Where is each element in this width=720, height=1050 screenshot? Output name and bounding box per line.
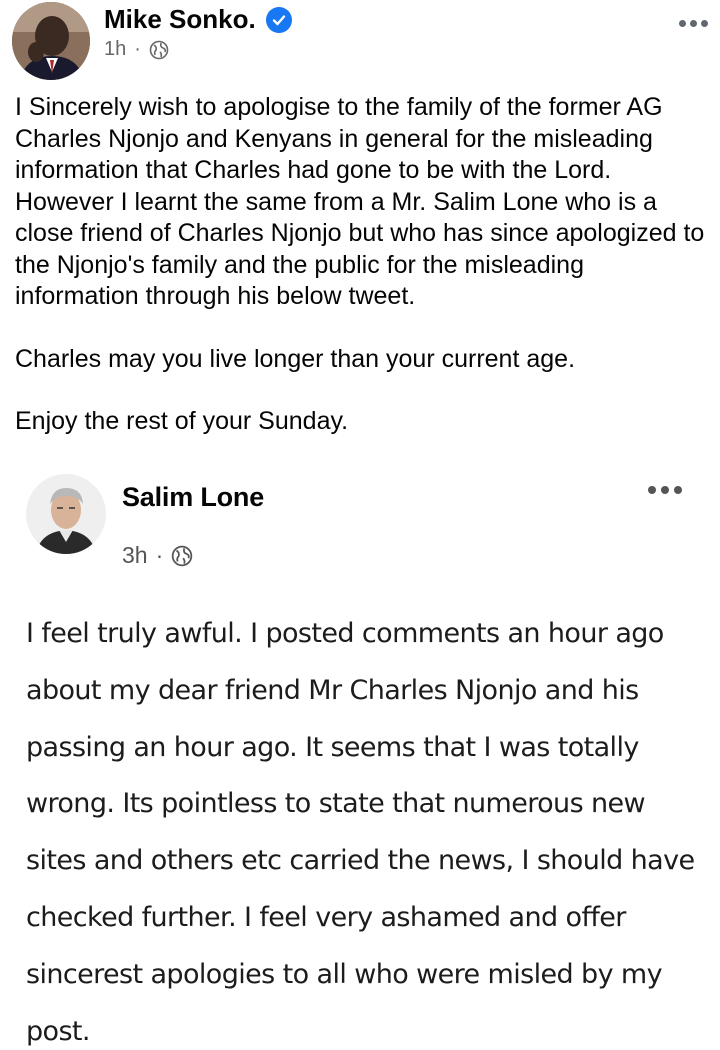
- shared-post-timestamp[interactable]: 3h: [122, 542, 148, 568]
- more-dot: [679, 20, 686, 27]
- more-dot: [690, 20, 697, 27]
- shared-post-body: I feel truly awful. I posted comments an hour ago about my dear friend Mr Charles Njonjo and his passing an hour ago. It seems that I was totally wrong. Its pointless to state that numerous new sites and others etc carried the news, I should have checked further. I feel very ashamed and offer sincerest apologies to all who were misled by my post.: [26, 618, 695, 1047]
- verified-badge-icon: [266, 7, 292, 33]
- author-avatar[interactable]: [12, 2, 90, 80]
- more-dot: [701, 20, 708, 27]
- globe-icon[interactable]: [149, 40, 169, 60]
- shared-avatar-photo: [26, 474, 106, 554]
- post-meta: [104, 38, 169, 61]
- more-dot: [661, 486, 669, 494]
- meta-separator: ·: [134, 38, 141, 60]
- author-name[interactable]: [104, 4, 292, 35]
- post-paragraph: Charles may you live longer than your current age.: [15, 344, 576, 373]
- shared-author-avatar[interactable]: [26, 474, 106, 554]
- more-dot: [648, 486, 656, 494]
- post-body: [15, 92, 705, 438]
- avatar-photo: [12, 2, 90, 80]
- shared-post-options-button[interactable]: [648, 486, 682, 494]
- post-timestamp[interactable]: 1h: [104, 38, 127, 60]
- meta-separator: ·: [155, 542, 164, 568]
- post-options-button[interactable]: [679, 20, 708, 27]
- shared-author-name[interactable]: Salim Lone: [122, 482, 265, 512]
- more-dot: [674, 486, 682, 494]
- post-paragraph: Enjoy the rest of your Sunday.: [15, 407, 349, 435]
- author-name-text[interactable]: Mike Sonko.: [104, 4, 256, 34]
- post-paragraph: I Sincerely wish to apologise to the family of the former AG Charles Njonjo and Kenyans in general for the misleading information that Charles had gone to be with the Lord. However I learnt the same from a Mr. Salim Lone who is a close friend of Charles Njonjo but who has since apologized to the Njonjo's family and the public for the misleading information through his below tweet.: [15, 93, 705, 310]
- globe-icon[interactable]: [171, 545, 193, 567]
- shared-post-meta: [122, 542, 193, 569]
